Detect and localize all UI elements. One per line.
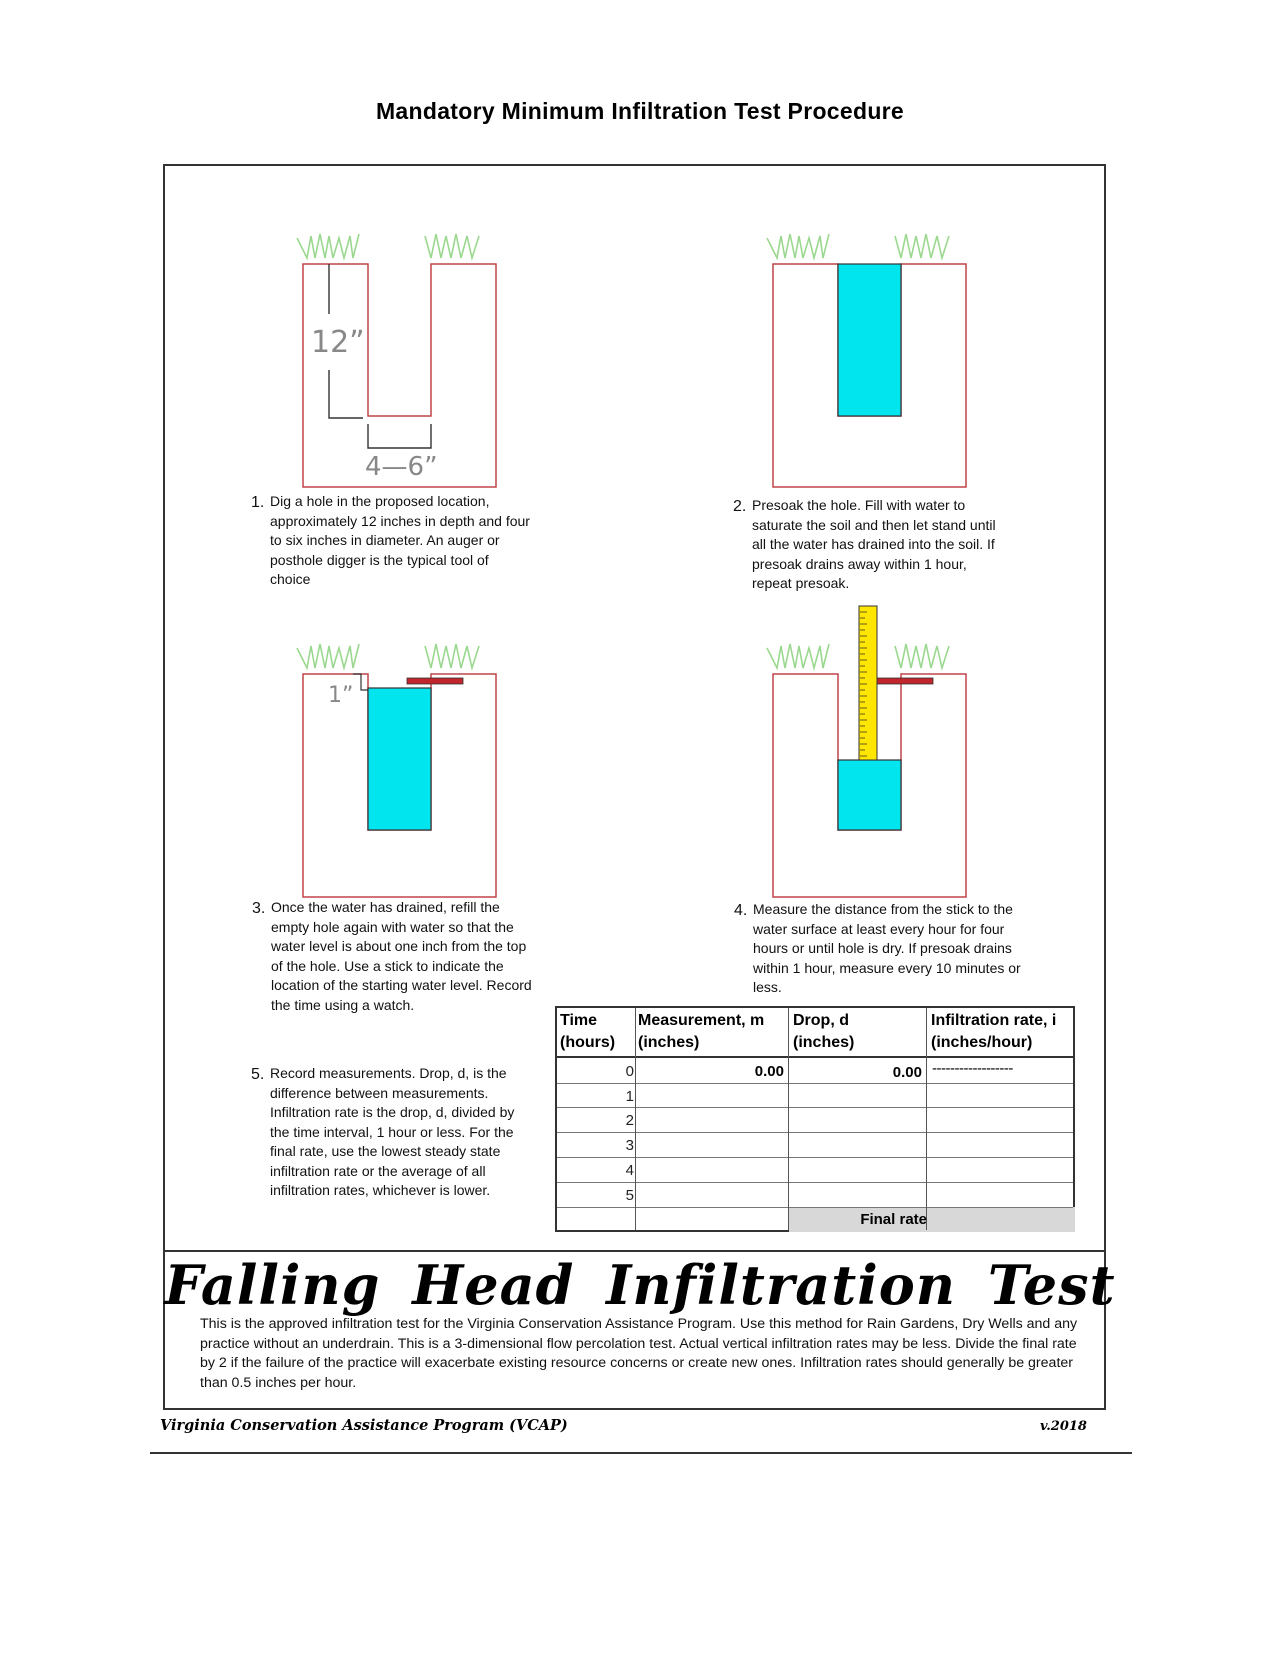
banner-title: Falling Head Infiltration Test <box>164 1253 1116 1317</box>
final-rate-label: Final rate <box>860 1211 927 1228</box>
marker-stick <box>407 678 463 684</box>
step-number: 4. <box>734 902 748 919</box>
col-rule <box>788 1008 789 1230</box>
level-label: 1” <box>328 683 354 708</box>
frame-divider <box>163 1250 1106 1252</box>
step-text: Dig a hole in the proposed location, approximately 12 inches in depth and four to six inches in diameter. An auger or posthole digger is the typical tool of choice <box>270 493 530 587</box>
header-measurement-line1: Measurement, m <box>638 1012 765 1029</box>
row-time-3: 3 <box>625 1137 634 1154</box>
measurement-table <box>555 1006 1075 1232</box>
step-4 <box>734 900 1023 998</box>
footer-version: v.2018 <box>1040 1419 1087 1434</box>
grass-icon <box>767 234 949 258</box>
water-fill <box>368 688 431 830</box>
header-rate <box>931 1010 1056 1054</box>
ruler-icon <box>859 606 877 760</box>
row0-rate: ------------------ <box>932 1060 1013 1077</box>
figure-4-measure <box>765 600 975 900</box>
step-text: Measure the distance from the stick to the water surface at least every hour for four hours or until hole is dry. If presoak drains within 1 hour, measure every 10 minutes or less. <box>753 901 1021 995</box>
footer-rule <box>150 1452 1132 1454</box>
page-title: Mandatory Minimum Infiltration Test Procedure <box>375 98 905 124</box>
step-3 <box>252 898 541 1015</box>
header-time-line1: Time <box>560 1012 598 1029</box>
step-number: 1. <box>251 494 265 511</box>
grass-icon <box>297 234 479 258</box>
width-label: 4—6” <box>365 452 438 482</box>
width-dimension <box>368 424 431 448</box>
header-time <box>560 1010 615 1054</box>
header-drop-line2: (inches) <box>793 1034 855 1051</box>
row-time-0: 0 <box>625 1063 634 1080</box>
figure-1-dig-hole <box>295 230 505 490</box>
step-number: 5. <box>251 1066 265 1083</box>
row-time-2: 2 <box>625 1112 634 1129</box>
header-measurement <box>638 1010 764 1054</box>
step-2 <box>733 496 997 594</box>
step-1 <box>251 492 530 590</box>
header-rate-line1: Infiltration rate, i <box>931 1012 1057 1029</box>
footer-program: Virginia Conservation Assistance Program (VCAP) <box>160 1417 568 1434</box>
water-fill <box>838 264 901 416</box>
step-5 <box>251 1064 532 1201</box>
col-rule <box>926 1008 927 1230</box>
header-measurement-line2: (inches) <box>638 1034 700 1051</box>
row0-measurement: 0.00 <box>754 1063 784 1080</box>
figure-3-refill <box>295 640 505 900</box>
step-text: Once the water has drained, refill the empty hole again with water so that the water level is about one inch from the top of the hole. Use a stick to indicate the location of the starting water level. Record the time using a watch. <box>271 899 532 1013</box>
marker-stick <box>877 678 933 684</box>
row-time-4: 4 <box>625 1162 634 1179</box>
step-number: 2. <box>733 498 747 515</box>
banner-text: This is the approved infiltration test for the Virginia Conservation Assistance Program. Use this method for Rain Gardens, Dry Wells and any practice without an underdrain. This is a 3-dimensional flow percolation test. Actual vertical infiltration rates may be less. Divide the final rate by 2 if the failure of the practice will exacerbate existing resource concerns or create new ones. Infiltration rates should generally be greater than 0.5 inches per hour. <box>200 1316 1078 1391</box>
row-time-5: 5 <box>625 1187 634 1204</box>
header-drop-line1: Drop, d <box>793 1012 849 1029</box>
grass-icon <box>297 644 479 668</box>
header-drop <box>793 1010 854 1054</box>
water-fill <box>838 760 901 830</box>
row-time-1: 1 <box>625 1088 634 1105</box>
level-dimension <box>353 674 368 690</box>
depth-label: 12” <box>311 325 365 360</box>
figure-2-presoak <box>765 230 975 490</box>
step-text: Record measurements. Drop, d, is the difference between measurements. Infiltration rate is the drop, d, divided by the time interval, 1 hour or less. For the final rate, use the lowest steady state infiltration rate or the average of all infiltration rates, whichever is lower. <box>270 1065 515 1198</box>
row0-drop: 0.00 <box>892 1064 922 1081</box>
grass-icon <box>767 644 949 668</box>
col-rule <box>635 1008 636 1230</box>
header-rate-line2: (inches/hour) <box>931 1034 1033 1051</box>
header-time-line2: (hours) <box>560 1034 616 1051</box>
step-text: Presoak the hole. Fill with water to saturate the soil and then let stand until all the water has drained into the soil. If presoak drains away within 1 hour, repeat presoak. <box>752 497 996 591</box>
step-number: 3. <box>252 900 266 917</box>
